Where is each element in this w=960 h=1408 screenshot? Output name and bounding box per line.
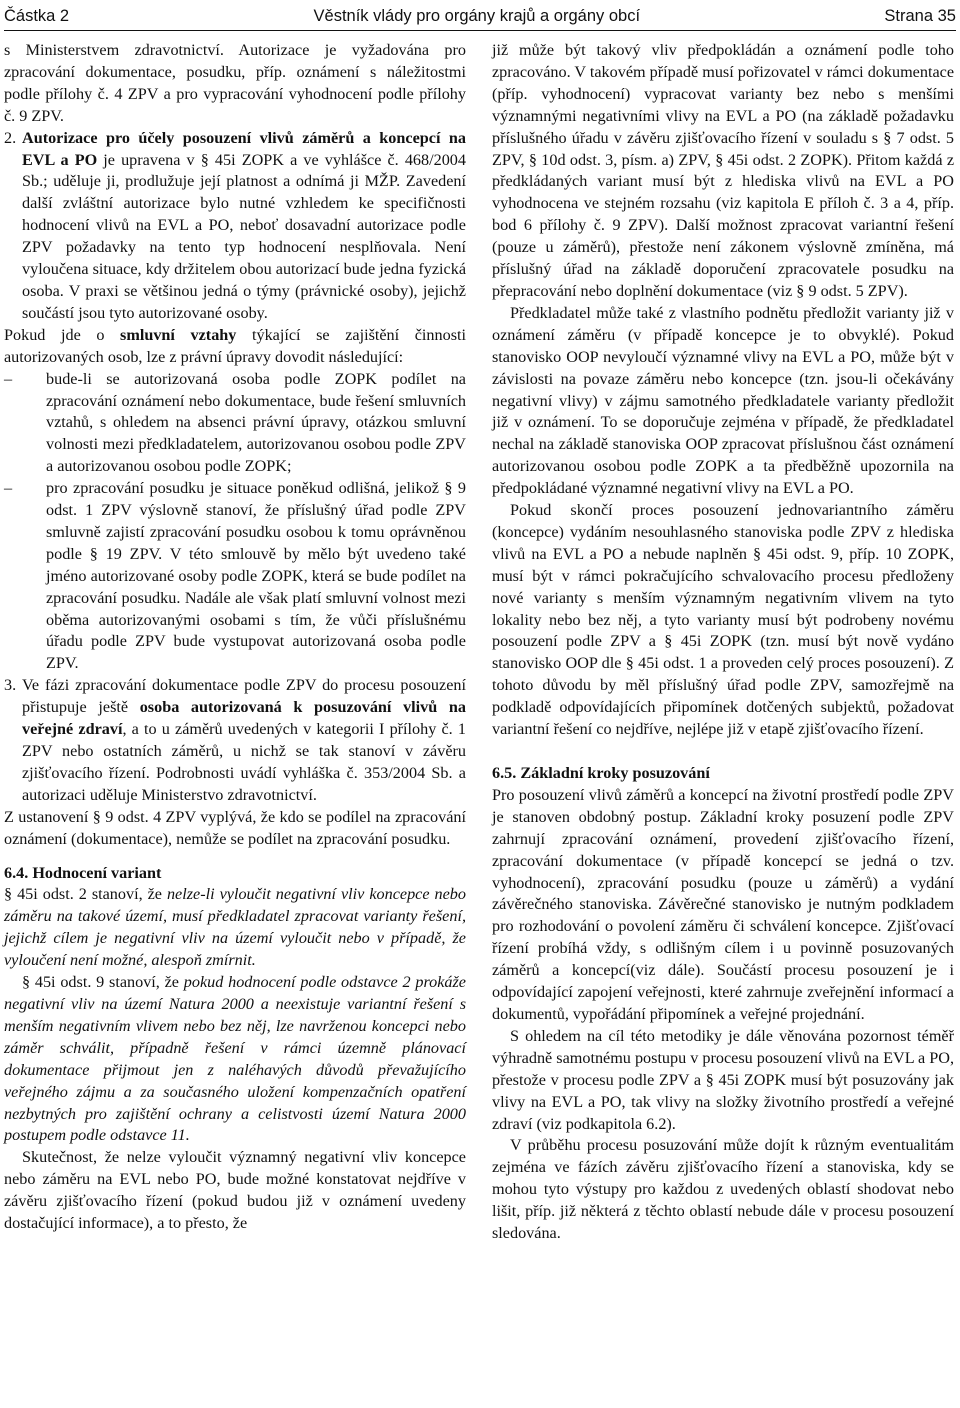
page-header [4,2,956,31]
paragraph [4,325,466,369]
header-issue-number: Částka 2 [4,6,70,25]
paragraph: Pro posouzení vlivů záměrů a koncepcí na životní prostředí podle ZPV je stanoven obdobný postup. Základní kroky posuzení podle ZPV zahrnují zpracování oznámení, provedení zjišťovacího řízení, zpracování dokumentace (v případě koncepcí se jedná o tzv. vyhodnocení), zpracování posudku (pouze u záměrů) a vydání závěrečného stanoviska. Závěrečné stanovisko je nutným podkladem pro rozhodování o povolení záměru či schválení koncepce. Zjišťovací řízení probíhá vždy, s odlišným cílem i u povinně posuzovaných záměrů a koncepcí(viz dále). Součástí procesu posouzení je i odpovídající zapojení veřejnosti, které zahrnuje zveřejnění informací a dokumentů, vypořádání připomínek a veřejné projednání. [492,785,954,1023]
header-publication-title: Věstník vlády pro orgány krajů a orgány obcí [313,6,641,25]
paragraph: S ohledem na cíl této metodiky je dále věnována pozornost téměř výhradně samotnému postupu v procesu posouzení vlivů na EVL a PO, přestože v procesu podle ZPV a § 45i ZOPK musí být posuzovány jak vlivy na EVL a PO, tak vlivy na složky životního prostředí a veřejné zdraví (viz podkapitola 6.2). [492,1026,955,1133]
text-run: , a to u záměrů uvedených v kategorii I přílohy č. 1 ZPV nebo ostatních záměrů, u nichž se tak stanoví v závěru zjišťovacího řízení. Podrobnosti uvádí vyhláška č. 353/2004 Sb. a autorizaci uděluje Ministerstvo zdravotnictví. [22,720,466,804]
right-column [492,40,954,1245]
paragraph [4,884,466,972]
item-emphasis: Autorizace pro účely posouzení vlivů záměrů a koncepcí na EVL a PO [22,128,466,169]
dash-list-item [4,478,466,675]
paragraph: již může být takový vliv předpokládán a oznámení podle toho zpracováno. V takovém případě musí pořizovatel v rámci dokumentace (příp. vyhodnocení) vypracovat varianty bez nebo s menšími významnými negativními vlivy na EVL a PO (na základě požadavku příslušného úřadu v závěru zjišťovacího řízení v souladu s § 7 odst. 5 ZPV, § 10d odst. 3, písm. a) ZPV, § 45i odst. 2 ZOPK). Přitom každá z předkládaných variant musí být z hlediska vlivů na EVL a PO vyhodnocena ve stejném rozsahu (viz kapitola E příloh č. 3 a 4, příp. bod 6 přílohy č. 9 ZPV). Další možnost zpracovat variantní řešení (pouze u záměrů), přestože není zákonem výslovně zmíněna, má příslušný úřad na základě doporučení zpracovatele posudku na přepracování nebo doplnění dokumentace (viz § 9 odst. 5 ZPV). [492,41,954,300]
text-run: týkající se zajištění činnosti autorizovaných osob, lze z právní úpravy dovodit následující: [4,325,466,366]
emphasis: osoba autorizovaná k posuzování vlivů na veřejné zdraví [22,698,466,739]
paragraph: Skutečnost, že nelze vyloučit významný negativní vliv koncepce nebo záměru na EVL nebo PO, bude možné konstatovat nejdříve v závěru zjišťovacího řízení (pokud budou již v oznámení uvedeny dostačující informace), a to přesto, že [4,1148,466,1233]
text-run: Pokud jde o [4,325,121,344]
numbered-item-2 [4,128,466,325]
header-page-number: Strana 35 [884,6,956,25]
section-heading-6-4: 6.4. Hodnocení variant [4,863,162,882]
quoted-law-text: pokud hodnocení podle odstavce 2 prokáže negativní vliv na území Natura 2000 a neexistuje variantní řešení s menším negativním vlivem nebo bez něj, lze navrženou koncepci nebo záměr schválit, případně řešení v rámci územně plánovací dokumentace přijmout jen z naléhavých důvodů převažujícího veřejného zájmu a za současného uložení kompenzačních opatření nezbytných pro zajištění ochrany a celistvosti území Natura 2000 postupem podle odstavce 11. [4,973,466,1145]
list-item-text: bude-li se autorizovaná osoba podle ZOPK podílet na zpracování oznámení nebo dokumentace, bude řešení smluvních vztahů, s ohledem na absenci právní úpravy, otázkou smluvní volnosti mezi předkladatelem, autorizovanou osobou podle ZPV a autorizovanou osobou podle ZOPK; [46,369,466,476]
section-heading-6-5: 6.5. Základní kroky posuzování [492,764,710,782]
item-text [22,128,466,325]
emphasis: smluvní vztahy [120,325,237,344]
left-column [4,40,466,1235]
numbered-item-3 [4,675,466,806]
dash-bullet: – [4,369,13,388]
dash-list-item [4,369,466,479]
list-item-text: pro zpracování posudku je situace poněkud odlišná, jelikož § 9 odst. 1 ZPV výslovně stanoví, že příslušný úřad podle ZPV smluvně zajistí zpracování posudku osobou k tomu oprávněnou podle § 19 ZPV. V této smlouvě by mělo být uvedeno také jméno autorizované osoby podle ZOPK, která se bude podílet na zpracování posudku. Nadále ale však platí smluvní volnost mezi oběma autorizovanými osobami s tím, že vůči příslušnému úřadu podle ZPV bude vystupovat autorizovaná osoba podle ZPV. [46,479,466,673]
paragraph: Předkladatel může také z vlastního podnětu předložit varianty již v oznámení záměru (v případě koncepce je to obvyklé). Pokud stanovisko OOP nevyloučí významné vlivy na EVL a PO, může být v závislosti na povaze záměru nebo koncepce (tzn. jsou-li očekávány negativní vlivy) v zájmu samotného předkladatele varianty předložit již v oznámení. To se doporučuje zejména v případě, že předkladatel nechal na základě stanoviska OOP zpracovat příslušnou část oznámení autorizovanou osobou podle ZOPK a ta předběžně upozornila na předpokládané významné negativní vlivy na EVL a PO. [492,303,954,498]
quoted-law-text: nelze-li vyloučit negativní vliv koncepce nebo záměru na takové území, musí předkladatel zpracovat varianty řešení, jejichž cílem je negativní vliv na území vyloučit nebo v případě, že vyloučení není možné, alespoň zmírnit. [4,885,466,970]
text-run: § 45i odst. 2 stanoví, že [4,885,167,904]
paragraph: s Ministerstvem zdravotnictví. Autorizace je vyžadována pro zpracování dokumentace, posudku, příp. oznámení s náležitostmi podle přílohy č. 4 ZPV a pro vypracování vyhodnocení podle přílohy č. 9 ZPV. [4,41,466,125]
paragraph: Pokud skončí proces posouzení jednovariantního záměru (koncepce) vydáním nesouhlasného stanoviska podle ZPV z hlediska vlivů na EVL a PO a nebude naplněn § 45i odst. 9, příp. 10 ZOPK, musí být v rámci pokračujícího schvalovacího procesu předloženy nové varianty s menším významným negativním vlivem na tyto lokality nebo bez něj, a tyto varianty musí být podrobeny novému posouzení podle ZPV a § 45i ZOPK (tzn. musí být nově vydáno stanovisko OOP dle § 45i odst. 1 a proveden celý proces posouzení). Z tohoto důvodu by měl příslušný úřad podle ZPV, samozřejmě na podkladě odpovídajících připomínek dotčených subjektů, požadovat variantní řešení co nejdříve, nejlépe již v etapě zjišťovacího řízení. [492,501,954,739]
item-text [22,675,466,806]
text-run: § 45i odst. 9 stanoví, že [22,973,184,992]
dash-bullet: – [4,479,13,498]
item-body: je upravena v § 45i ZOPK a ve vyhlášce č. 468/2004 Sb.; uděluje ji, prodlužuje její platnost a odnímá ji MŽP. Zavedení další zvláštní autorizace bylo nutné vzhledem ke specifičnosti hodnocení vlivů na EVL a PO, neboť dosavadní autorizace podle ZPV požadavky na tento typ hodnocení nesplňovala. Není vyloučena situace, kdy držitelem obou autorizací bude jedna fyzická osoba. V praxi se většinou jedná o týmy (právnické osoby), jejichž součástí jsou tyto autorizované osoby. [22,150,466,322]
paragraph [4,972,466,1147]
paragraph: V průběhu procesu posuzování může dojít k různým eventualitám zejména ve fázích závěru zjišťovacího řízení a stanoviska, kdy se mohou tyto výstupy pro každou z uvedených oblastí shodovat nebo lišit, příp. již některá z těchto oblastí nebude dále v procesu posouzení sledována. [492,1136,954,1243]
text-run: Ve fázi zpracování dokumentace podle ZPV do procesu posouzení přistupuje ještě [22,676,466,717]
paragraph: Z ustanovení § 9 odst. 4 ZPV vyplývá, že kdo se podílel na zpracování oznámení (dokumentace), nemůže se podílet na zpracování posudku. [4,807,466,848]
item-number: 3. [4,676,17,695]
item-number: 2. [4,128,17,147]
